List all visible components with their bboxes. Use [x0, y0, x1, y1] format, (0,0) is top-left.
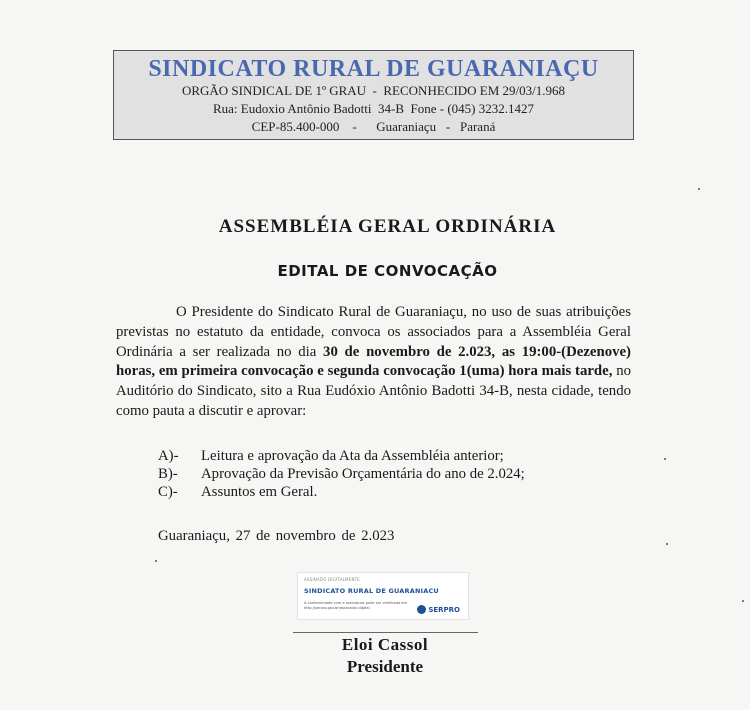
convocation-text — [116, 303, 631, 422]
scan-speck — [666, 543, 668, 545]
body-text-part2: no Auditório do Sindicato, sito a Rua Eudóxio Antônio Badotti 34-B, nesta cidade, tendo como pauta a discutir e aprovar: — [116, 363, 631, 419]
agenda-letter: B)- — [158, 466, 178, 482]
agenda-list — [158, 447, 618, 501]
address-line: Rua: Eudoxio Antônio Badotti 34-B Fone - (045) 3232.1427 — [212, 101, 534, 116]
serpro-logo — [417, 605, 460, 614]
scan-speck — [742, 600, 744, 602]
agenda-item — [158, 447, 618, 465]
scan-speck — [155, 560, 157, 562]
body-text-part1: O Presidente do Sindicato Rural de Guaraniaçu, no uso de suas atribuições previstas no estatuto da entidade, convoca os associados para a Assembléia Geral Ordinária a ser realizada no dia — [116, 304, 631, 360]
scan-speck — [664, 458, 666, 460]
city-line: CEP-85.400-000 - Guaraniaçu - Paraná — [251, 119, 496, 134]
agenda-item — [158, 483, 618, 501]
agenda-text: Aprovação da Previsão Orçamentária do ano de 2.024; — [201, 466, 525, 482]
digital-signature-stamp — [297, 572, 469, 620]
union-name: SINDICATO RURAL DE GUARANIAÇU — [148, 56, 599, 82]
agenda-letter: C)- — [158, 484, 178, 500]
stamp-signer: SINDICATO RURAL DE GUARANIACU — [304, 587, 439, 595]
agenda-item — [158, 465, 618, 483]
scan-speck — [698, 188, 700, 190]
signer-name: Eloi Cassol — [341, 635, 429, 654]
registration-line: ORGÃO SINDICAL DE 1º GRAU - RECONHECIDO EM 29/03/1.968 — [181, 83, 566, 98]
assembly-title: ASSEMBLÉIA GERAL ORDINÁRIA — [218, 216, 557, 237]
date-line: Guaraniaçu, 27 de novembro de 2.023 — [158, 528, 395, 544]
serpro-logo-text: SERPRO — [428, 605, 460, 614]
signature-line — [293, 632, 478, 633]
stamp-validation-text: A conformidade com a assinatura pode ser verificada em http://serpro.gov.br/assinador-digital — [304, 601, 408, 610]
signer-role: Presidente — [346, 657, 424, 676]
agenda-text: Assuntos em Geral. — [201, 484, 318, 500]
body-text-bold: 30 de novembro de 2.023, as 19:00-(Dezenove) horas, em primeira convocação e segunda convocação 1(uma) hora mais tarde, — [116, 343, 631, 380]
letterhead — [113, 50, 634, 140]
stamp-caption: ASSINADO DIGITALMENTE — [304, 577, 361, 582]
agenda-letter: A)- — [158, 448, 179, 464]
serpro-icon — [417, 605, 426, 614]
agenda-text: Leitura e aprovação da Ata da Assembléia anterior; — [201, 448, 504, 464]
edital-title: EDITAL DE CONVOCAÇÃO — [277, 262, 498, 280]
